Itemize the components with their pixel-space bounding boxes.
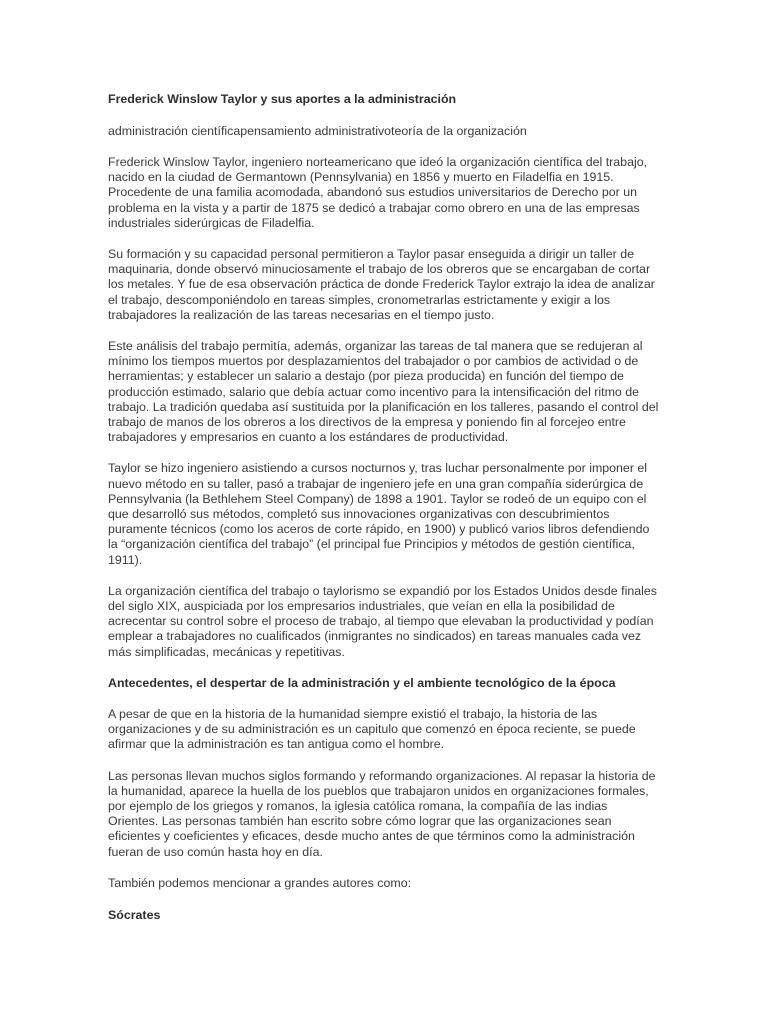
paragraph: Las personas llevan muchos siglos formando y reformando organizaciones. Al repasar la historia de la humanidad, aparece la huella de los pueblos que trabajaron unidos en organizaciones formales, por ejemplo de los griegos y romanos, la iglesia católica romana, la compañía de las indias Orientes. Las personas también han escrito sobre cómo lograr que las organizaciones sean eficientes y coeficientes y eficaces, desde mucho antes de que términos como la administración fueran de uso común hasta hoy en día. [108,768,656,859]
paragraph: La organización científica del trabajo o taylorismo se expandió por los Estados Unidos desde finales del siglo XIX, auspiciada por los empresarios industriales, que veían en ella la posibilidad de acrecentar su control sobre el proceso de trabajo, al tiempo que elevaban la productividad y podían emplear a trabajadores no cualificados (inmigrantes no sindicados) en tareas manuales cada vez más simplificadas, mecánicas y repetitivas. [108,583,657,659]
paragraph: Frederick Winslow Taylor, ingeniero norteamericano que ideó la organización científica del trabajo, nacido en la ciudad de Germantown (Pennsylvania) en 1856 y muerto en Filadelfia en 1915. Procedente de una familia acomodada, abandonó sus estudios universitarios de Derecho por un problema en la vista y a partir de 1875 se dedicó a trabajar como obrero en una de las empresas industriales siderúrgicas de Filadelfia. [108,155,648,230]
paragraph: Su formación y su capacidad personal permitieron a Taylor pasar enseguida a dirigir un taller de maquinaria, donde observó minuciosamente el trabajo de los obreros que se encargaban de cortar los metales. Y fue de esa observación práctica de donde Frederick Taylor extrajo la idea de analizar el trabajo, descomponiéndolo en tareas simples, cronometrarlas estrictamente y exigir a los trabajadores la realización de las tareas necesarias en el tiempo justo. [108,247,655,322]
paragraph: Taylor se hizo ingeniero asistiendo a cursos nocturnos y, tras luchar personalmente por imponer el nuevo método en su taller, pasó a trabajar de ingeniero jefe en una gran compañía siderúrgica de Pennsylvania (la Bethlehem Steel Company) de 1898 a 1901. Taylor se rodeó de un equipo con el que desarrolló sus métodos, completó sus innovaciones organizativas con descubrimientos puramente técnicos (como los aceros de corte rápido, en 1900) y publicó varios libros defendiendo la “organización científica del trabajo” (el principal fue Principios y métodos de gestión científica, 1911). [108,461,650,567]
paragraph: A pesar de que en la historia de la humanidad siempre existió el trabajo, la historia de las organizaciones y de su administración es un capitulo que comenzó en época reciente, se puede afirmar que la administración es tan antigua como el hombre. [108,706,636,752]
document-title: Frederick Winslow Taylor y sus aportes a la administración [108,92,457,106]
paragraph: También podemos mencionar a grandes autores como: [108,875,412,890]
section-heading: Antecedentes, el despertar de la administración y el ambiente tecnológico de la época [108,675,616,690]
document-page [108,92,660,923]
tags-line: administración científicapensamiento administrativoteoría de la organización [108,124,527,138]
paragraph: Este análisis del trabajo permitía, además, organizar las tareas de tal manera que se redujeran al mínimo los tiempos muertos por desplazamientos del trabajador o por cambios de actividad o de herramientas; y establecer un salario a destajo (por pieza producida) en función del tiempo de producción estimado, salario que debía actuar como incentivo para la intensificación del ritmo de trabajo. La tradición quedaba así sustituida por la planificación en los talleres, pasando el control del trabajo de manos de los obreros a los directivos de la empresa y poniendo fin al forcejeo entre trabajadores y empresarios en cuanto a los estándares de productividad. [108,339,659,445]
final-heading: Sócrates [108,907,161,922]
